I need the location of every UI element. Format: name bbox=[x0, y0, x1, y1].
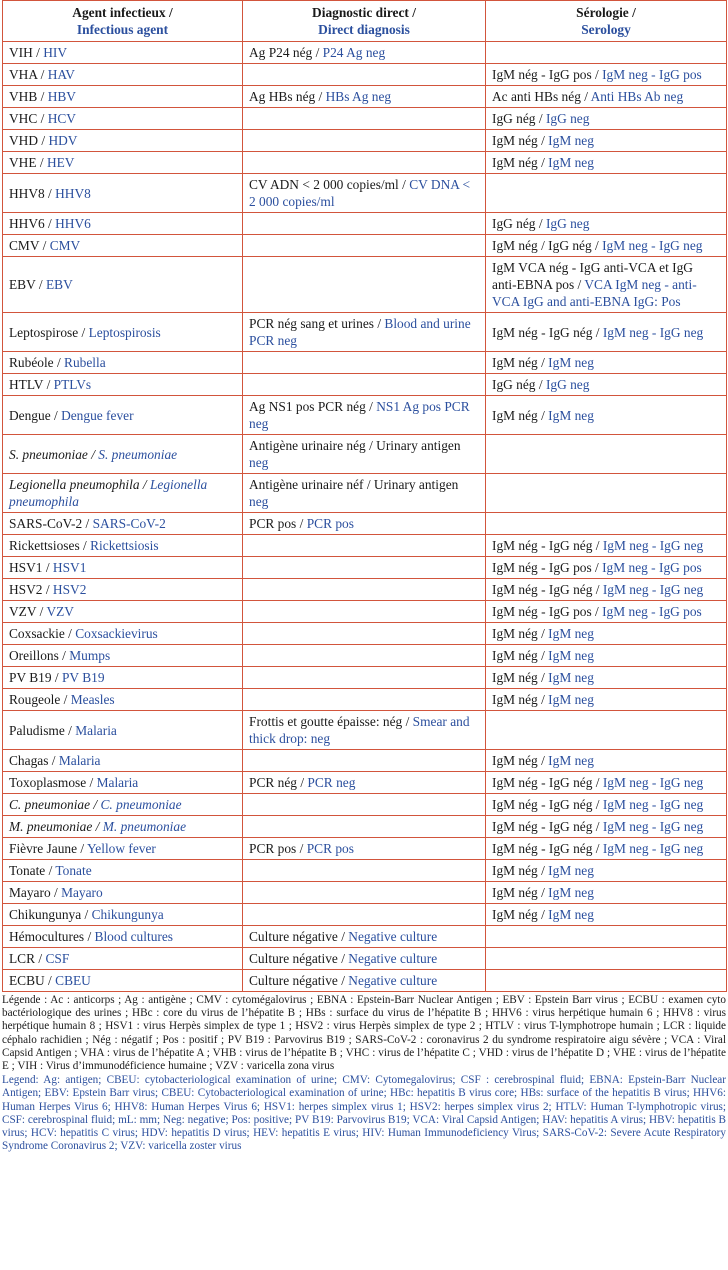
agent-cell: HSV1 / HSV1 bbox=[3, 557, 243, 579]
direct-diagnosis-cell bbox=[243, 601, 486, 623]
serology-cell: IgM nég / IgM neg bbox=[486, 130, 727, 152]
serology-cell: IgM nég / IgM neg bbox=[486, 860, 727, 882]
table-row bbox=[3, 213, 727, 235]
direct-diagnosis-cell: Ag HBs nég / HBs Ag neg bbox=[243, 86, 486, 108]
direct-diagnosis-cell: CV ADN < 2 000 copies/ml / CV DNA < 2 000 copies/ml bbox=[243, 174, 486, 213]
direct-diagnosis-cell bbox=[243, 750, 486, 772]
direct-diagnosis-cell bbox=[243, 130, 486, 152]
direct-diagnosis-cell: Frottis et goutte épaisse: nég / Smear and thick drop: neg bbox=[243, 711, 486, 750]
agent-cell: VIH / HIV bbox=[3, 42, 243, 64]
table-row bbox=[3, 816, 727, 838]
direct-diagnosis-cell bbox=[243, 816, 486, 838]
direct-diagnosis-cell: PCR nég / PCR neg bbox=[243, 772, 486, 794]
table-row bbox=[3, 235, 727, 257]
direct-diagnosis-cell: Antigène urinaire nég / Urinary antigen neg bbox=[243, 435, 486, 474]
serology-cell: IgM nég / IgM neg bbox=[486, 882, 727, 904]
serology-cell: IgG nég / IgG neg bbox=[486, 213, 727, 235]
serology-cell: IgM nég / IgM neg bbox=[486, 623, 727, 645]
agent-cell: Tonate / Tonate bbox=[3, 860, 243, 882]
direct-diagnosis-cell: PCR pos / PCR pos bbox=[243, 838, 486, 860]
table-row bbox=[3, 374, 727, 396]
direct-diagnosis-cell: PCR pos / PCR pos bbox=[243, 513, 486, 535]
table-row bbox=[3, 396, 727, 435]
direct-diagnosis-cell bbox=[243, 64, 486, 86]
direct-diagnosis-cell bbox=[243, 579, 486, 601]
direct-diagnosis-cell: Ag P24 nég / P24 Ag neg bbox=[243, 42, 486, 64]
serology-cell: IgM nég - IgG nég / IgM neg - IgG neg bbox=[486, 772, 727, 794]
table-row bbox=[3, 42, 727, 64]
table-row bbox=[3, 513, 727, 535]
serology-cell: IgM nég / IgM neg bbox=[486, 667, 727, 689]
serology-cell: IgM VCA nég - IgG anti-VCA et IgG anti-EBNA pos / VCA IgM neg - anti-VCA IgG and anti-EBNA IgG: Pos bbox=[486, 257, 727, 313]
agent-cell: Oreillons / Mumps bbox=[3, 645, 243, 667]
direct-diagnosis-cell bbox=[243, 794, 486, 816]
agent-cell: Legionella pneumophila / Legionella pneumophila bbox=[3, 474, 243, 513]
header-infectious-agent: Agent infectieux / Infectious agent bbox=[3, 1, 243, 42]
serology-cell bbox=[486, 474, 727, 513]
agent-cell: VHA / HAV bbox=[3, 64, 243, 86]
table-row bbox=[3, 535, 727, 557]
serology-cell: IgM nég / IgM neg bbox=[486, 750, 727, 772]
agent-cell: SARS-CoV-2 / SARS-CoV-2 bbox=[3, 513, 243, 535]
agent-cell: Paludisme / Malaria bbox=[3, 711, 243, 750]
serology-cell: IgM nég - IgG pos / IgM neg - IgG pos bbox=[486, 64, 727, 86]
serology-cell: IgM nég - IgG nég / IgM neg - IgG neg bbox=[486, 579, 727, 601]
serology-cell: IgM nég / IgM neg bbox=[486, 645, 727, 667]
table-row bbox=[3, 860, 727, 882]
agent-cell: HHV8 / HHV8 bbox=[3, 174, 243, 213]
serology-cell bbox=[486, 435, 727, 474]
direct-diagnosis-cell: PCR nég sang et urines / Blood and urine PCR neg bbox=[243, 313, 486, 352]
serology-cell bbox=[486, 42, 727, 64]
table-row bbox=[3, 130, 727, 152]
direct-diagnosis-cell bbox=[243, 689, 486, 711]
serology-cell: IgM nég / IgM neg bbox=[486, 152, 727, 174]
table-row bbox=[3, 772, 727, 794]
agent-cell: Coxsackie / Coxsackievirus bbox=[3, 623, 243, 645]
table-row bbox=[3, 750, 727, 772]
serology-cell: Ac anti HBs nég / Anti HBs Ab neg bbox=[486, 86, 727, 108]
table-row bbox=[3, 689, 727, 711]
direct-diagnosis-cell bbox=[243, 557, 486, 579]
agent-cell: Hémocultures / Blood cultures bbox=[3, 926, 243, 948]
direct-diagnosis-cell: Ag NS1 pos PCR nég / NS1 Ag pos PCR neg bbox=[243, 396, 486, 435]
serology-cell: IgM nég - IgG nég / IgM neg - IgG neg bbox=[486, 816, 727, 838]
table-row bbox=[3, 601, 727, 623]
table-header-row bbox=[3, 1, 727, 42]
table-row bbox=[3, 645, 727, 667]
table-row bbox=[3, 904, 727, 926]
direct-diagnosis-cell: Antigène urinaire néf / Urinary antigen neg bbox=[243, 474, 486, 513]
table-row bbox=[3, 667, 727, 689]
direct-diagnosis-cell bbox=[243, 667, 486, 689]
table-row bbox=[3, 64, 727, 86]
direct-diagnosis-cell bbox=[243, 152, 486, 174]
agent-cell: Mayaro / Mayaro bbox=[3, 882, 243, 904]
agent-cell: Rougeole / Measles bbox=[3, 689, 243, 711]
direct-diagnosis-cell: Culture négative / Negative culture bbox=[243, 926, 486, 948]
serology-cell: IgM nég / IgM neg bbox=[486, 352, 727, 374]
serology-cell: IgM nég - IgG nég / IgM neg - IgG neg bbox=[486, 794, 727, 816]
direct-diagnosis-cell bbox=[243, 257, 486, 313]
agent-cell: PV B19 / PV B19 bbox=[3, 667, 243, 689]
table-row bbox=[3, 108, 727, 130]
table-row bbox=[3, 926, 727, 948]
agent-cell: Chikungunya / Chikungunya bbox=[3, 904, 243, 926]
direct-diagnosis-cell bbox=[243, 235, 486, 257]
table-row bbox=[3, 152, 727, 174]
table-row bbox=[3, 579, 727, 601]
agent-cell: VHB / HBV bbox=[3, 86, 243, 108]
table-row bbox=[3, 948, 727, 970]
agent-cell: VHE / HEV bbox=[3, 152, 243, 174]
direct-diagnosis-cell bbox=[243, 374, 486, 396]
direct-diagnosis-cell bbox=[243, 882, 486, 904]
serology-cell bbox=[486, 948, 727, 970]
table-row bbox=[3, 257, 727, 313]
direct-diagnosis-cell bbox=[243, 645, 486, 667]
table-row bbox=[3, 174, 727, 213]
agent-cell: VHC / HCV bbox=[3, 108, 243, 130]
agent-cell: HHV6 / HHV6 bbox=[3, 213, 243, 235]
agent-cell: CMV / CMV bbox=[3, 235, 243, 257]
header-direct-diagnosis: Diagnostic direct / Direct diagnosis bbox=[243, 1, 486, 42]
legend-english: Legend: Ag: antigen; CBEU: cytobacteriological examination of urine; CMV: Cytomegalovirus; CSF : cerebrospinal fluid; EBNA: Epstein-Barr Nuclear Antigen; EBV: Epstein Barr virus; CBEU: Cytobacteriological examination of urine; HBc: hepatitis B virus core; HBs: surface of the hepatitis B virus; HHV6: Human Herpes Virus 6; HHV8: Human Herpes Virus 6; HSV1: herpes simplex virus 1; HSV2: herpes simplex virus 2; HTLV: Human T-lymphotropic virus; CSF: cerebrospinal fluid; mL: mm; Neg: negative; Pos: positive; PV B19: Parvovirus B19; VCA: Viral Capsid Antigen; HAV: hepatitis A virus; HBV: hepatitis B virus; HCV: hepatitis C virus; HDV: hepatitis D virus; HEV: hepatitis E virus; HIV: Human Immunodeficiency Virus; SARS-CoV-2: Severe Acute Respiratory Syndrome Coronavirus 2; VZV: varicella zoster virus bbox=[2, 1074, 726, 1153]
serology-cell bbox=[486, 926, 727, 948]
table-row bbox=[3, 970, 727, 992]
results-table bbox=[2, 0, 727, 992]
table-row bbox=[3, 623, 727, 645]
direct-diagnosis-cell bbox=[243, 352, 486, 374]
agent-cell: Rubéole / Rubella bbox=[3, 352, 243, 374]
serology-cell: IgM nég / IgM neg bbox=[486, 689, 727, 711]
agent-cell: S. pneumoniae / S. pneumoniae bbox=[3, 435, 243, 474]
serology-cell: IgM nég - IgG pos / IgM neg - IgG pos bbox=[486, 557, 727, 579]
serology-cell bbox=[486, 174, 727, 213]
direct-diagnosis-cell bbox=[243, 108, 486, 130]
agent-cell: M. pneumoniae / M. pneumoniae bbox=[3, 816, 243, 838]
legend bbox=[0, 992, 728, 1153]
agent-cell: C. pneumoniae / C. pneumoniae bbox=[3, 794, 243, 816]
agent-cell: HTLV / PTLVs bbox=[3, 374, 243, 396]
table-row bbox=[3, 86, 727, 108]
serology-cell: IgM nég / IgM neg bbox=[486, 396, 727, 435]
serology-cell: IgG nég / IgG neg bbox=[486, 108, 727, 130]
table-row bbox=[3, 435, 727, 474]
serology-cell: IgM nég - IgG pos / IgM neg - IgG pos bbox=[486, 601, 727, 623]
agent-cell: Fièvre Jaune / Yellow fever bbox=[3, 838, 243, 860]
agent-cell: VHD / HDV bbox=[3, 130, 243, 152]
table-row bbox=[3, 474, 727, 513]
agent-cell: Leptospirose / Leptospirosis bbox=[3, 313, 243, 352]
serology-cell bbox=[486, 970, 727, 992]
agent-cell: EBV / EBV bbox=[3, 257, 243, 313]
direct-diagnosis-cell bbox=[243, 623, 486, 645]
agent-cell: Rickettsioses / Rickettsiosis bbox=[3, 535, 243, 557]
agent-cell: ECBU / CBEU bbox=[3, 970, 243, 992]
serology-cell bbox=[486, 513, 727, 535]
serology-cell: IgG nég / IgG neg bbox=[486, 374, 727, 396]
table-row bbox=[3, 557, 727, 579]
serology-cell: IgM nég - IgG nég / IgM neg - IgG neg bbox=[486, 838, 727, 860]
serology-cell: IgM nég / IgG nég / IgM neg - IgG neg bbox=[486, 235, 727, 257]
direct-diagnosis-cell bbox=[243, 213, 486, 235]
table-row bbox=[3, 838, 727, 860]
serology-cell: IgM nég / IgM neg bbox=[486, 904, 727, 926]
agent-cell: Dengue / Dengue fever bbox=[3, 396, 243, 435]
agent-cell: LCR / CSF bbox=[3, 948, 243, 970]
table-row bbox=[3, 352, 727, 374]
direct-diagnosis-cell bbox=[243, 904, 486, 926]
direct-diagnosis-cell bbox=[243, 860, 486, 882]
agent-cell: HSV2 / HSV2 bbox=[3, 579, 243, 601]
header-serology: Sérologie / Serology bbox=[486, 1, 727, 42]
table-row bbox=[3, 882, 727, 904]
serology-cell: IgM nég - IgG nég / IgM neg - IgG neg bbox=[486, 535, 727, 557]
direct-diagnosis-cell: Culture négative / Negative culture bbox=[243, 948, 486, 970]
agent-cell: Toxoplasmose / Malaria bbox=[3, 772, 243, 794]
serology-cell bbox=[486, 711, 727, 750]
table-row bbox=[3, 794, 727, 816]
agent-cell: VZV / VZV bbox=[3, 601, 243, 623]
direct-diagnosis-cell: Culture négative / Negative culture bbox=[243, 970, 486, 992]
agent-cell: Chagas / Malaria bbox=[3, 750, 243, 772]
legend-french: Légende : Ac : anticorps ; Ag : antigène ; CMV : cytomégalovirus ; EBNA : Epstein-Barr Nuclear Antigen ; EBV : Epstein Barr virus ; ECBU : examen cyto bactériologique des urines ; HBc : core du virus de l’hépatite B ; HBs : surface du virus de l’hépatite B ; HHV6 : virus herpétique humain 6 ; HHV8 : virus herpétique humain 8 ; HSV1 : virus Herpès simplex de type 1 ; HSV2 : virus Herpès simplex de type 2 ; HTLV : virus T-lymphotrope humain ; LCR : liquide céphalo rachidien ; Nég : négatif ; Pos : positif ; PV B19 : Parvovirus B19 ; SARS-CoV-2 : coronavirus 2 du syndrome respiratoire aigu sévère ; VCA : Viral Capsid Antigen ; VHA : virus de l’hépatite A ; VHB : virus de l’hépatite B ; VHC : virus de l’hépatite C ; VHD : virus de l’hépatite D ; VHE : virus de l’hépatite E ; VIH : Virus d’immunodéficience humaine ; VZV : varicella zona virus bbox=[2, 994, 726, 1073]
table-row bbox=[3, 711, 727, 750]
table-row bbox=[3, 313, 727, 352]
serology-cell: IgM nég - IgG nég / IgM neg - IgG neg bbox=[486, 313, 727, 352]
direct-diagnosis-cell bbox=[243, 535, 486, 557]
